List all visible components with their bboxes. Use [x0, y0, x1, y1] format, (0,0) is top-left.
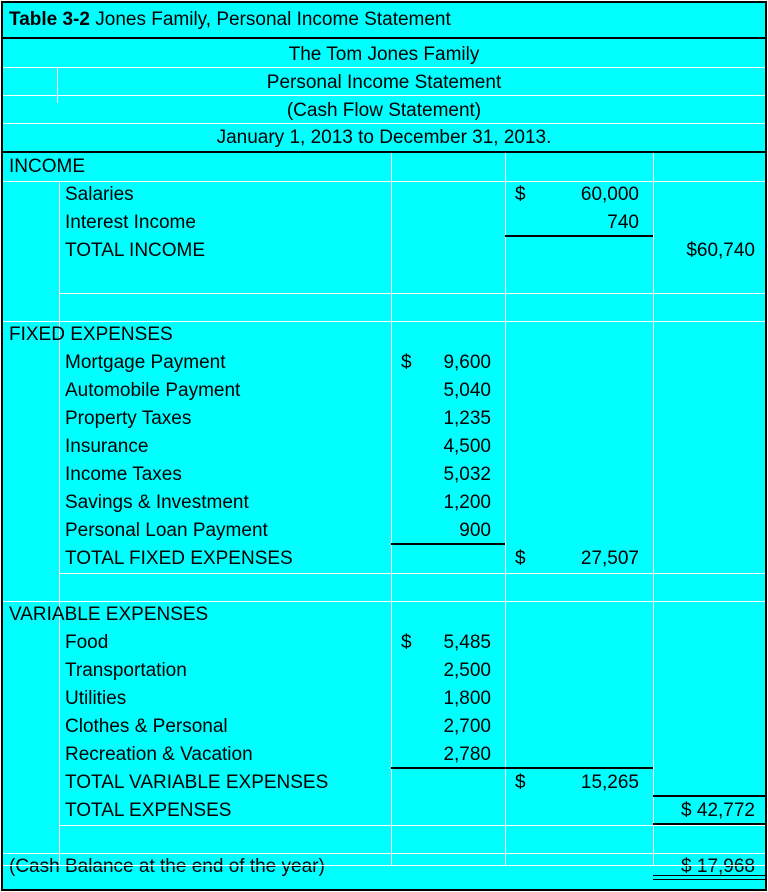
total-fixed-label: TOTAL FIXED EXPENSES: [65, 548, 293, 569]
variable-item-dollar: $: [401, 632, 412, 653]
total-fixed-dollar: $: [515, 548, 526, 569]
variable-item-label: Recreation & Vacation: [65, 744, 253, 765]
interest-label: Interest Income: [65, 212, 196, 233]
salaries-dollar: $: [515, 184, 526, 205]
variable-item-value: 5,485: [443, 632, 491, 653]
cash-balance-value: $ 17,968: [681, 856, 755, 877]
total-fixed-row: [3, 545, 765, 573]
table-row: [3, 405, 765, 433]
statement-period: January 1, 2013 to December 31, 2013.: [216, 127, 552, 148]
variable-heading-row: [3, 601, 765, 629]
variable-item-label: Clothes & Personal: [65, 716, 228, 737]
variable-item-label: Food: [65, 632, 109, 653]
total-expenses-label: TOTAL EXPENSES: [65, 800, 232, 821]
fixed-heading: FIXED EXPENSES: [9, 324, 173, 345]
variable-heading: VARIABLE EXPENSES: [9, 604, 209, 625]
fixed-item-label: Mortgage Payment: [65, 352, 226, 373]
table-row: [3, 629, 765, 657]
total-variable-label: TOTAL VARIABLE EXPENSES: [65, 772, 329, 793]
total-variable-value: 15,265: [580, 772, 639, 793]
fixed-item-value: 5,032: [443, 464, 491, 485]
spacer-row: [3, 573, 765, 601]
table-row: [3, 377, 765, 405]
income-heading-row: [3, 153, 765, 181]
fixed-heading-row: [3, 321, 765, 349]
table-row: [3, 349, 765, 377]
interest-value: 740: [607, 212, 639, 233]
table-caption: [3, 3, 765, 39]
income-heading: INCOME: [9, 156, 85, 177]
variable-item-value: 2,780: [443, 744, 491, 765]
table-row: [3, 433, 765, 461]
table-row: [3, 517, 765, 545]
interest-row: [3, 209, 765, 237]
fixed-item-value: 1,235: [443, 408, 491, 429]
total-expenses-value: $ 42,772: [681, 800, 755, 821]
variable-item-label: Transportation: [65, 660, 187, 681]
table-row: [3, 461, 765, 489]
fixed-item-label: Insurance: [65, 436, 149, 457]
family-name: The Tom Jones Family: [288, 44, 480, 65]
variable-item-value: 2,700: [443, 716, 491, 737]
variable-item-value: 2,500: [443, 660, 491, 681]
fixed-item-label: Savings & Investment: [65, 492, 249, 513]
spacer-row: [3, 293, 765, 321]
spacer-row: [3, 265, 765, 293]
fixed-item-value: 1,200: [443, 492, 491, 513]
variable-item-label: Utilities: [65, 688, 127, 709]
fixed-item-label: Income Taxes: [65, 464, 182, 485]
spacer-row: [3, 825, 765, 853]
fixed-item-value: 9,600: [443, 352, 491, 373]
table-row: [3, 713, 765, 741]
fixed-item-dollar: $: [401, 352, 412, 373]
cash-balance-row: [3, 853, 765, 881]
fixed-item-label: Personal Loan Payment: [65, 520, 268, 541]
table-row: [3, 489, 765, 517]
fixed-item-label: Property Taxes: [65, 408, 192, 429]
total-income-label: TOTAL INCOME: [65, 240, 206, 261]
salaries-label: Salaries: [65, 184, 134, 205]
table-row: [3, 741, 765, 769]
total-income-value: $60,740: [686, 240, 755, 261]
total-fixed-value: 27,507: [580, 548, 639, 569]
fixed-item-value: 4,500: [443, 436, 491, 457]
table-row: [3, 685, 765, 713]
salaries-row: [3, 181, 765, 209]
fixed-item-value: 5,040: [443, 380, 491, 401]
total-income-row: [3, 237, 765, 265]
statement-title: Personal Income Statement: [266, 72, 502, 93]
total-variable-row: [3, 769, 765, 797]
statement-subtitle: (Cash Flow Statement): [286, 100, 482, 121]
salaries-value: 60,000: [580, 184, 639, 205]
table-row: [3, 657, 765, 685]
table-number: Table 3-2: [9, 9, 90, 30]
fixed-item-value: 900: [459, 520, 491, 541]
variable-item-value: 1,800: [443, 688, 491, 709]
total-expenses-row: [3, 797, 765, 825]
total-variable-dollar: $: [515, 772, 526, 793]
table-caption-text: Jones Family, Personal Income Statement: [95, 9, 451, 30]
income-statement-table: [1, 1, 767, 891]
cash-balance-label: (Cash Balance at the end of the year): [9, 856, 325, 877]
fixed-item-label: Automobile Payment: [65, 380, 241, 401]
